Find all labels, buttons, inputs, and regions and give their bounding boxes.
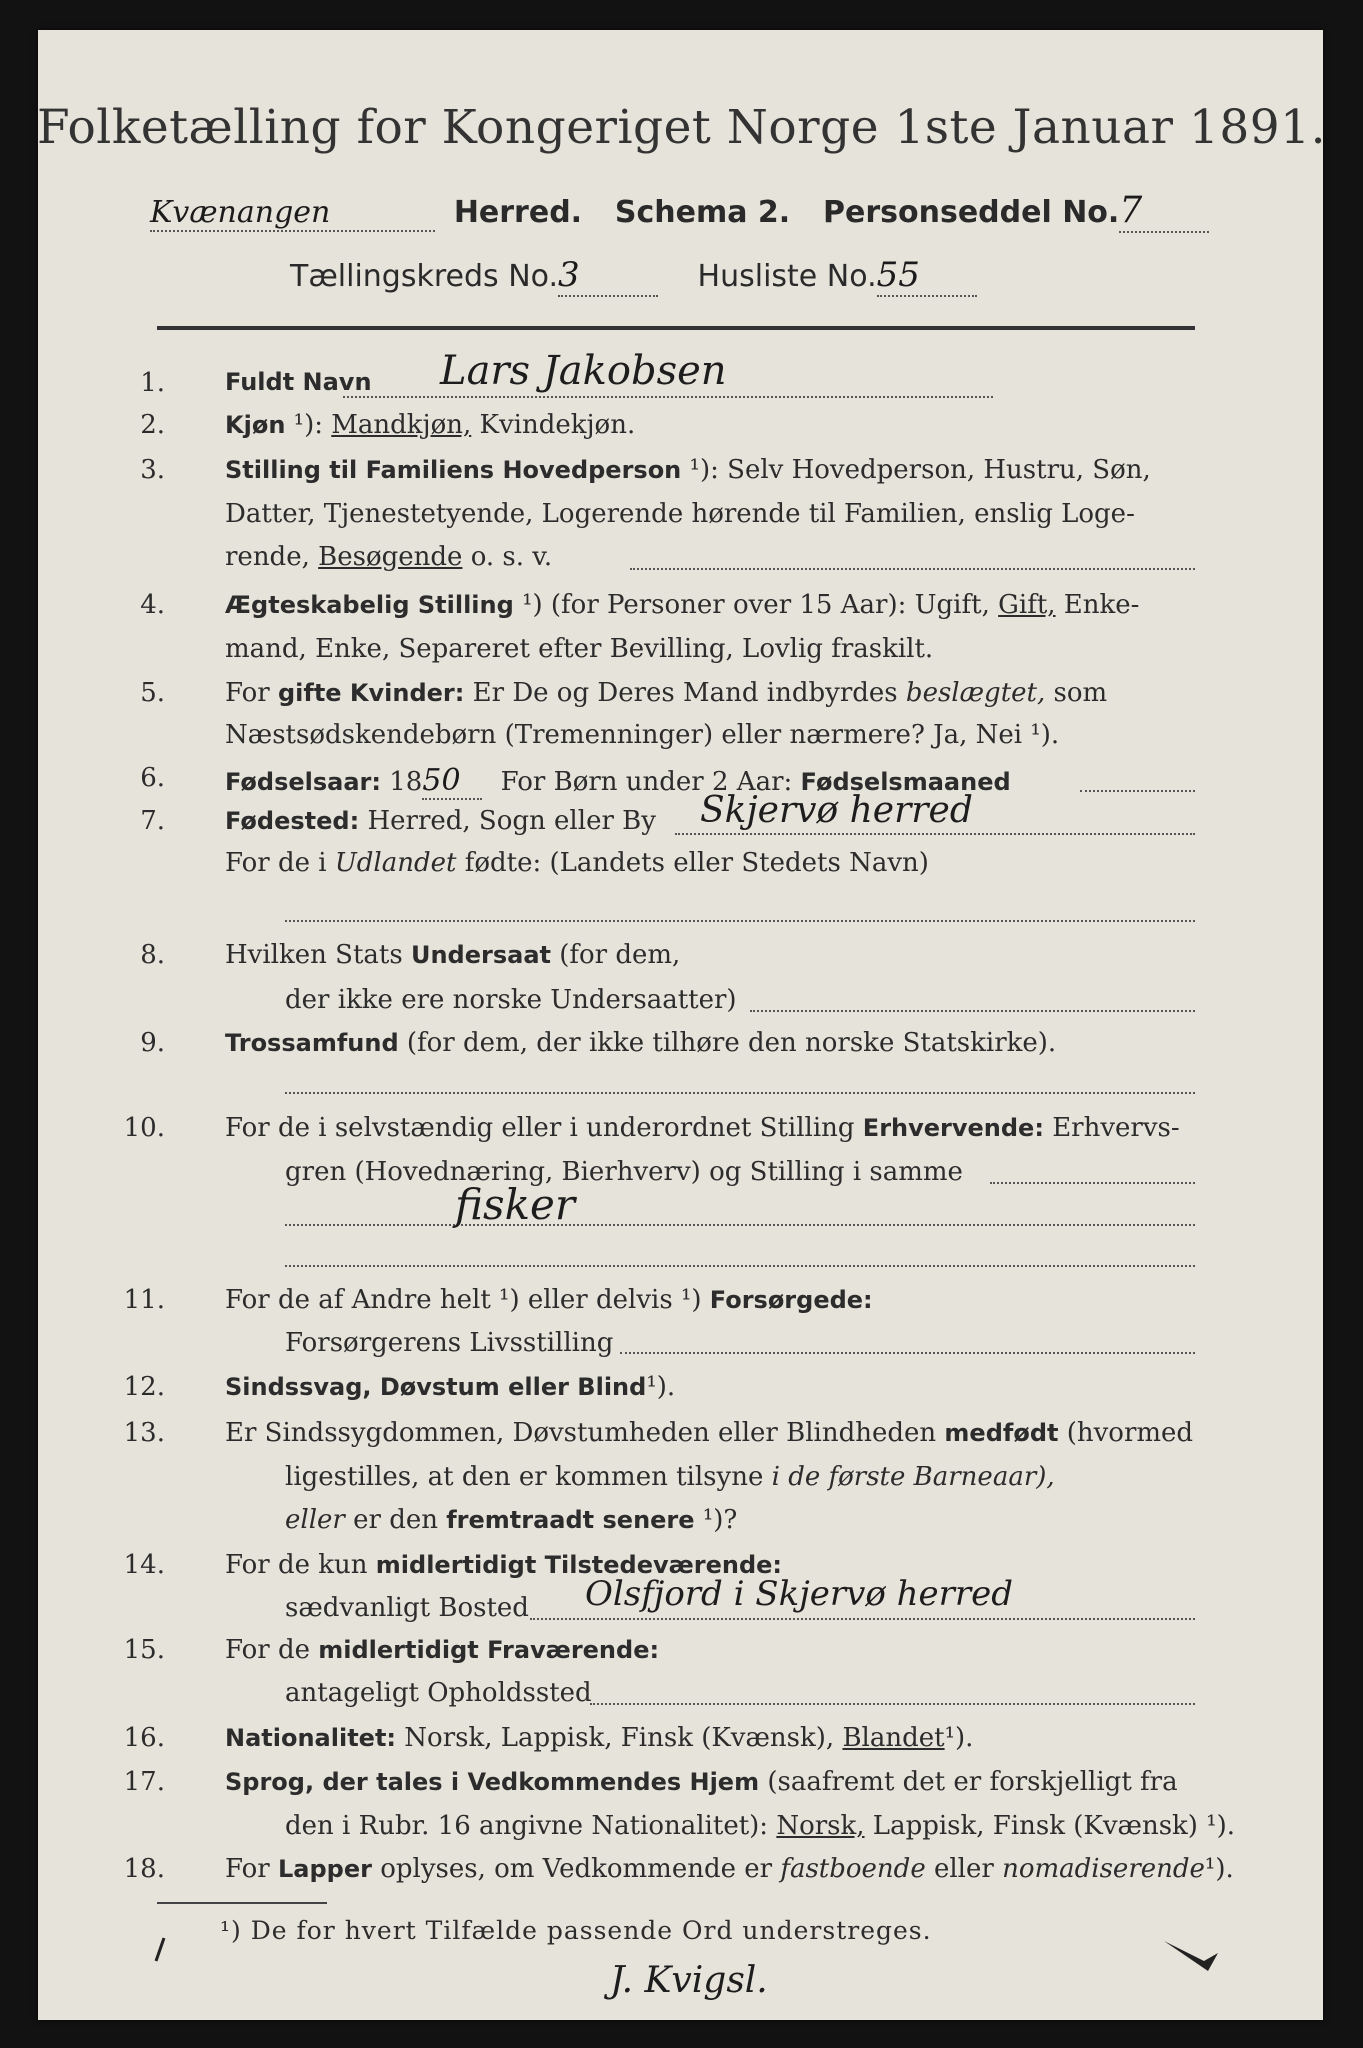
- answer-line: [675, 833, 1195, 835]
- personseddel-value: 7: [1119, 190, 1209, 233]
- item-text: ligestilles, at den er kommen tilsyne: [285, 1462, 764, 1492]
- pen-stroke-mark: [150, 1935, 170, 1965]
- item-number: 13.: [123, 1418, 165, 1448]
- answer-line: [630, 568, 1195, 570]
- birth-year-value: 50: [422, 763, 482, 800]
- answer-line: [285, 1224, 1195, 1226]
- item-label: Erhvervende:: [862, 1114, 1044, 1142]
- item-number: 10.: [123, 1113, 165, 1143]
- item-number: 8.: [140, 940, 165, 970]
- item-11-line-2: [285, 1328, 613, 1358]
- item-text: (for dem, der ikke tilhøre den norske Statskirke).: [406, 1028, 1057, 1058]
- husliste-value: 55: [877, 255, 977, 297]
- answer-line: [750, 1010, 1195, 1012]
- item-8-line-2: [285, 985, 737, 1015]
- item-text: Hvilken Stats: [225, 940, 403, 970]
- item-number: 6.: [140, 763, 165, 793]
- option-kvindekjon: Kvindekjøn.: [479, 410, 636, 440]
- option-gift: Gift,: [998, 590, 1056, 620]
- item-text: For: [225, 1854, 270, 1884]
- answer-line: [620, 1352, 1195, 1354]
- item-label: medfødt: [944, 1419, 1059, 1447]
- item-14-line-2: [285, 1593, 529, 1623]
- item-text: ¹)?: [702, 1505, 738, 1535]
- option-ugift: Ugift,: [914, 590, 990, 620]
- option-norsk: Norsk,: [776, 1811, 865, 1841]
- item-label: Fødested:: [225, 807, 360, 835]
- item-number: 12.: [123, 1372, 165, 1402]
- form-title: Folketælling for Kongeriget Norge 1ste Januar 1891.: [36, 100, 1327, 155]
- item-text: For de i selvstændig eller i underordnet Stilling: [225, 1113, 855, 1143]
- item-label: midlertidigt Fraværende:: [318, 1636, 660, 1664]
- item-text: ¹): Selv Hovedperson, Hustru, Søn,: [689, 455, 1151, 485]
- item-15-line-2: [285, 1678, 592, 1708]
- item-text: mand, Enke, Separeret efter Bevilling, Lovlig fraskilt.: [225, 634, 934, 664]
- item-text: Datter, Tjenestetyende, Logerende hørende til Familien, enslig Loge-: [225, 499, 1135, 529]
- answer-line: [285, 1092, 1195, 1094]
- item-7-line-2: [225, 848, 929, 878]
- item-text: eller: [933, 1854, 994, 1884]
- item-text: beslægtet,: [905, 678, 1046, 708]
- personseddel-label: Personseddel No.: [823, 195, 1120, 230]
- item-text: ¹) (for Personer over 15 Aar):: [522, 590, 907, 620]
- item-label: Stilling til Familiens Hovedperson: [225, 456, 682, 484]
- item-text: For de: [225, 1635, 310, 1665]
- item-label: fremtraadt senere: [446, 1506, 695, 1534]
- item-label: Forsørgede:: [709, 1286, 873, 1314]
- checkmark-arrow-icon: [1160, 1935, 1230, 1975]
- taellingskreds-label: Tællingskreds No.: [290, 259, 558, 294]
- item-label: Lapper: [277, 1855, 372, 1883]
- answer-fodested: Skjervø herred: [700, 790, 973, 831]
- answer-line: [530, 1618, 1195, 1620]
- item-4-line-2: [225, 634, 933, 664]
- item-label: midlertidigt Tilstedeværende:: [375, 1551, 783, 1579]
- item-text: For Børn under 2 Aar:: [500, 767, 793, 797]
- item-text: (hvormed: [1066, 1418, 1194, 1448]
- herred-label: Herred.: [453, 195, 583, 230]
- item-text: For de kun: [225, 1550, 368, 1580]
- item-text: Enke-: [1063, 590, 1140, 620]
- item-label: Trossamfund: [225, 1029, 399, 1057]
- taellingskreds-value: 3: [558, 255, 658, 297]
- item-text: Er De og Deres Mand indbyrdes: [472, 678, 898, 708]
- item-10-line-2: [285, 1157, 963, 1187]
- answer-line: [590, 1703, 1195, 1705]
- item-text: ¹).: [1204, 1854, 1234, 1884]
- item-text: i de første Barneaar),: [771, 1462, 1055, 1492]
- item-number: 7.: [140, 806, 165, 836]
- item-text: som: [1053, 678, 1108, 708]
- item-number: 11.: [123, 1285, 165, 1315]
- item-text: fastboende: [780, 1854, 926, 1884]
- answer-line: [990, 1182, 1195, 1184]
- item-3-line-2: [225, 499, 1135, 529]
- item-label: Sprog, der tales i Vedkommendes Hjem: [225, 1768, 760, 1796]
- item-5-line-2: [225, 720, 1059, 750]
- item-number: 5.: [140, 678, 165, 708]
- item-number: 3.: [140, 455, 165, 485]
- item-text: nomadiserende: [1002, 1854, 1205, 1884]
- item-label: Sindssvag, Døvstum eller Blind: [225, 1373, 647, 1401]
- item-13-line-3: [285, 1505, 737, 1535]
- item-number: 16.: [123, 1723, 165, 1753]
- option-mandkjon: Mandkjøn,: [331, 410, 472, 440]
- item-text: gren (Hovednæring, Bierhverv) og Stilling i samme: [285, 1157, 963, 1187]
- header-rule: [157, 326, 1195, 330]
- answer-fuldt-navn: Lars Jakobsen: [440, 348, 727, 394]
- item-label: Ægteskabelig Stilling: [225, 591, 514, 619]
- item-17-line-2: [285, 1811, 1235, 1841]
- item-text: (saafremt det er forskjelligt fra: [767, 1767, 1178, 1797]
- item-text: den i Rubr. 16 angivne Nationalitet):: [285, 1811, 769, 1841]
- item-number: 14.: [123, 1550, 165, 1580]
- item-text: ¹).: [944, 1723, 974, 1753]
- item-number: 18.: [123, 1854, 165, 1884]
- item-label: gifte Kvinder:: [277, 679, 465, 707]
- item-text: (for dem,: [559, 940, 681, 970]
- answer-line: [343, 396, 993, 398]
- item-text: Norsk, Lappisk, Finsk (Kvænsk),: [404, 1723, 835, 1753]
- item-text: For: [225, 678, 270, 708]
- item-label: Fødselsmaaned: [800, 768, 1011, 796]
- item-text: antageligt Opholdssted: [285, 1678, 592, 1708]
- item-text: o. s. v.: [470, 542, 553, 572]
- option-besogende: Besøgende: [318, 542, 463, 572]
- item-number: 4.: [140, 590, 165, 620]
- answer-bosted: Olsfjord i Skjervø herred: [585, 1574, 1014, 1614]
- item-text: ¹):: [293, 410, 323, 440]
- item-13-line-2: [285, 1462, 1055, 1492]
- footnote: ¹) De for hvert Tilfælde passende Ord understreges.: [220, 1916, 932, 1945]
- item-text: sædvanligt Bosted: [285, 1593, 529, 1623]
- item-text: eller: [285, 1505, 345, 1535]
- footnote-rule: [157, 1902, 327, 1904]
- year-prefix: 18: [389, 767, 423, 797]
- item-label: Fuldt Navn: [225, 368, 372, 396]
- item-number: 1.: [140, 368, 165, 398]
- answer-line: [285, 1265, 1195, 1267]
- item-number: 9.: [140, 1028, 165, 1058]
- pen-stroke-path: [156, 1938, 164, 1961]
- item-label: Nationalitet:: [225, 1724, 397, 1752]
- item-text: Lappisk, Finsk (Kvænsk) ¹).: [872, 1811, 1236, 1841]
- item-number: 17.: [123, 1767, 165, 1797]
- answer-line: [285, 920, 1195, 922]
- item-label: Fødselsaar:: [225, 768, 381, 796]
- item-text: der ikke ere norske Undersaatter): [285, 985, 737, 1015]
- item-3-line-3: [225, 542, 552, 572]
- item-label: Kjøn: [225, 411, 286, 439]
- item-label: Undersaat: [410, 941, 551, 969]
- header-line-2: [290, 255, 977, 297]
- signature: J. Kvigsl.: [610, 1960, 768, 2001]
- item-text: For de i: [225, 848, 327, 878]
- item-number: 15.: [123, 1635, 165, 1665]
- answer-line: [1080, 790, 1195, 792]
- schema-label: Schema 2.: [614, 195, 791, 230]
- option-blandet: Blandet: [842, 1723, 945, 1753]
- husliste-label: Husliste No.: [697, 259, 877, 294]
- item-text: For de af Andre helt ¹) eller delvis ¹): [225, 1285, 702, 1315]
- item-text: Er Sindssygdommen, Døvstumheden eller Blindheden: [225, 1418, 937, 1448]
- item-text: er den: [353, 1505, 438, 1535]
- checkmark-arrow-path: [1164, 1941, 1218, 1971]
- header-line-1: [150, 190, 1209, 233]
- item-text: Næstsødskendebørn (Tremenninger) eller nærmere? Ja, Nei ¹).: [225, 720, 1060, 750]
- item-text: ¹).: [646, 1372, 676, 1402]
- item-text: Erhvervs-: [1052, 1113, 1180, 1143]
- item-number: 2.: [140, 410, 165, 440]
- item-text: Forsørgerens Livsstilling: [285, 1328, 614, 1358]
- item-text: Herred, Sogn eller By: [367, 806, 656, 836]
- herred-value: Kvænangen: [150, 195, 435, 232]
- item-text: oplyses, om Vedkommende er: [380, 1854, 773, 1884]
- item-text: rende,: [225, 542, 310, 572]
- item-text: fødte: (Landets eller Stedets Navn): [464, 848, 929, 878]
- answer-erhverv: fisker: [455, 1180, 575, 1229]
- item-text: Udlandet: [334, 848, 457, 878]
